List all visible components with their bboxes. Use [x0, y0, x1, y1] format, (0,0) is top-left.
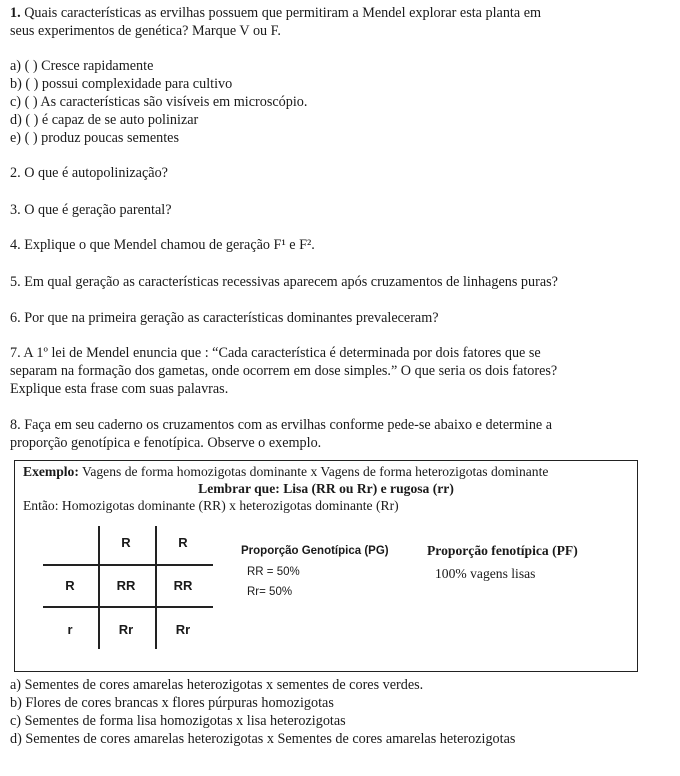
option-a: a) ( ) Cresce rapidamente [10, 58, 154, 74]
example-then: Então: Homozigotas dominante (RR) x heterozigotas dominante (Rr) [23, 498, 399, 513]
punnett-square [43, 526, 213, 649]
cross-a: a) Sementes de cores amarelas heterozigotas x sementes de cores verdes. [10, 677, 424, 693]
example-label: Exemplo: [23, 464, 79, 479]
pg-value: Rr= 50% [247, 586, 293, 598]
question-3: 3. O que é geração parental? [10, 202, 172, 218]
punnett-line-h1 [43, 564, 213, 566]
question-7-line-1: 7. A 1º lei de Mendel enuncia que : “Cada característica é determinada por dois fatores que se [10, 345, 541, 361]
question-4: 4. Explique o que Mendel chamou de geração F¹ e F². [10, 237, 315, 253]
pf-value: 100% vagens lisas [435, 566, 536, 581]
pf-title: Proporção fenotípica (PF) [427, 543, 578, 558]
punnett-line-v1 [98, 526, 100, 649]
punnett-row-header: r [67, 622, 73, 637]
punnett-line-v2 [155, 526, 157, 649]
question-7-line-3: Explique esta frase com suas palavras. [10, 381, 229, 397]
cross-d: d) Sementes de cores amarelas heterozigotas x Sementes de cores amarelas heterozigotas [10, 731, 516, 747]
pg-value: RR = 50% [247, 566, 300, 578]
punnett-cell: RR [116, 578, 136, 593]
question-5: 5. Em qual geração as características recessivas aparecem após cruzamentos de linhagens puras? [10, 274, 558, 290]
question-1-line-1 [10, 4, 541, 22]
cross-c: c) Sementes de forma lisa homozigotas x lisa heterozigotas [10, 713, 346, 729]
punnett-line-h2 [43, 606, 213, 608]
punnett-row-header: R [65, 578, 75, 593]
question-1-text: Quais características as ervilhas possuem que permitiram a Mendel explorar esta planta em [24, 5, 542, 21]
punnett-col-header: R [178, 535, 188, 550]
question-1-line-2: seus experimentos de genética? Marque V ou F. [10, 23, 281, 39]
punnett-cell: RR [173, 578, 193, 593]
punnett-cell: Rr [175, 622, 191, 637]
question-8-line-2: proporção genotípica e fenotípica. Observe o exemplo. [10, 435, 322, 451]
option-c: c) ( ) As características são visíveis em microscópio. [10, 94, 308, 110]
punnett-cell: Rr [118, 622, 134, 637]
question-8-line-1: 8. Faça em seu caderno os cruzamentos com as ervilhas conforme pede-se abaixo e determine a [10, 417, 553, 433]
question-6: 6. Por que na primeira geração as características dominantes prevaleceram? [10, 310, 439, 326]
example-remember: Lembrar que: Lisa (RR ou Rr) e rugosa (rr) [198, 481, 454, 496]
example-box [14, 460, 638, 672]
option-e: e) ( ) produz poucas sementes [10, 130, 180, 146]
example-heading [23, 463, 548, 480]
question-2: 2. O que é autopolinização? [10, 165, 168, 181]
option-b: b) ( ) possui complexidade para cultivo [10, 76, 233, 92]
punnett-col-header: R [121, 535, 131, 550]
question-7-line-2: separam na formação dos gametas, onde ocorrem em dose simples.” O que seria os dois fatores? [10, 363, 558, 379]
option-d: d) ( ) é capaz de se auto polinizar [10, 112, 199, 128]
pg-title: Proporção Genotípica (PG) [241, 545, 389, 557]
question-1-number: 1. [10, 5, 21, 21]
example-text: Vagens de forma homozigotas dominante x Vagens de forma heterozigotas dominante [82, 464, 549, 479]
cross-b: b) Flores de cores brancas x flores púrpuras homozigotas [10, 695, 334, 711]
